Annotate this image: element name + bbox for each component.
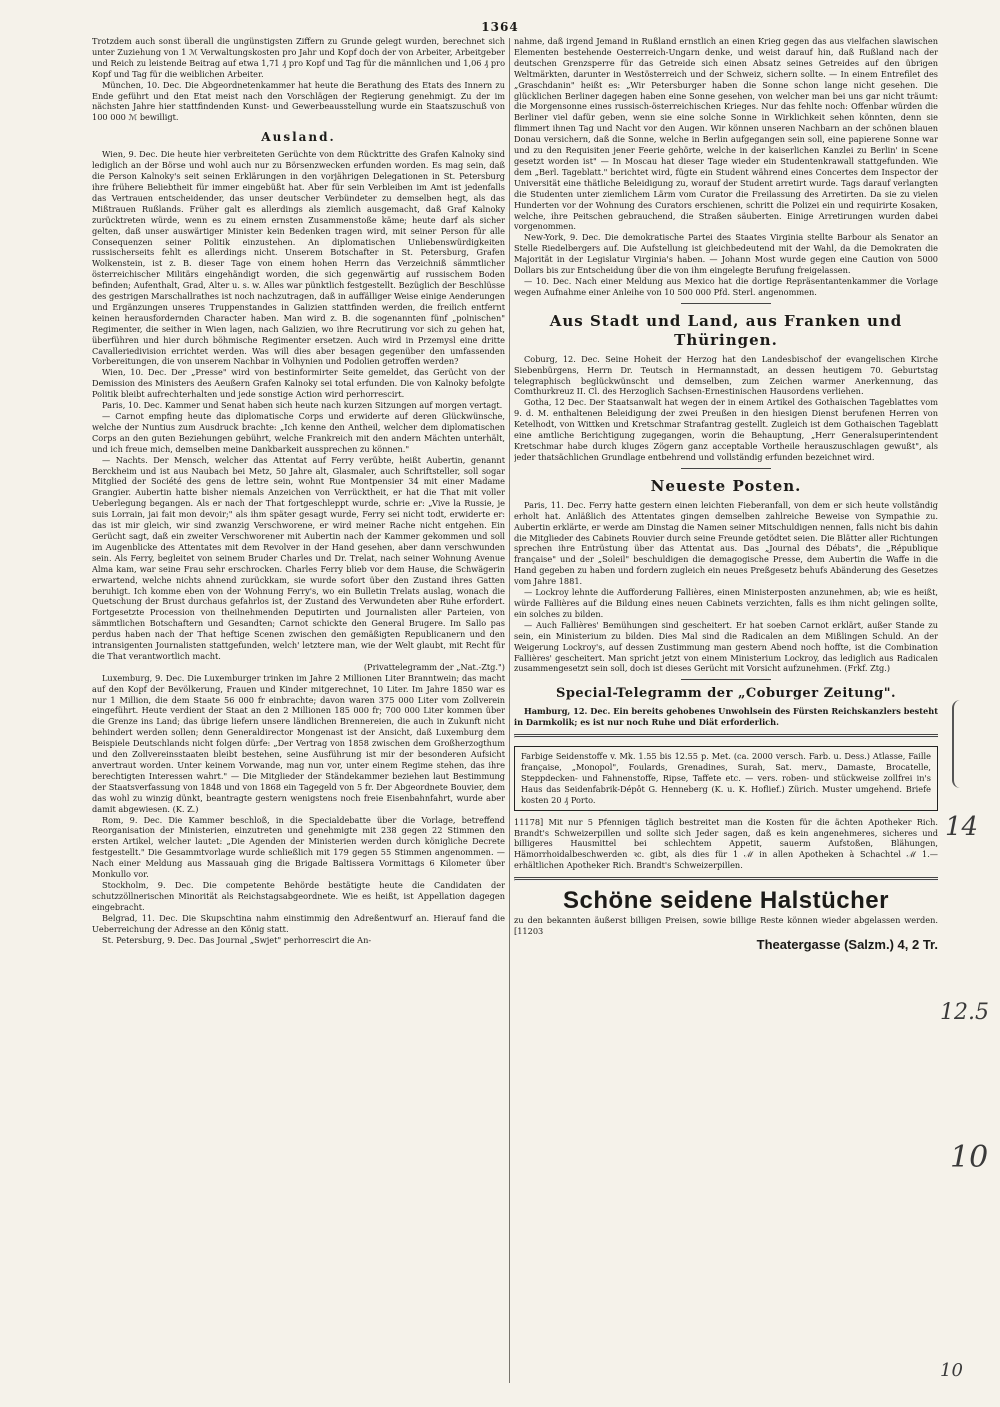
article-luxemburg: Luxemburg, 9. Dec. Die Luxemburger trinken im Jahre 2 Millionen Liter Branntwein; das macht auf den Kopf der Bevölkerung, Frauen und Kinder mitgerechnet, 10 Liter. Im Jahre 1850 war es nur 1 Million, die dem Staate 56 000 fr einbrachte; davon waren 375 000 Liter vom Zollverein eingeführt. Heute verdient der Staat an den 2 Millionen 185 000 fr; 700 000 Liter kommen über die Grenze ins Land; das übrige liefern unsere ländlichen Brennereien, die auch in Zukunft nicht behindert werden sollen; denn Generaldirector Mongenast ist der Ansicht, daß Luxemburg dem Beispiele Deutschlands nicht folgen dürfe: „Der Vertrag von 1858 zwischen dem Großherzogthum und den Zollvereinsstaaten bleibt bestehen, seine Ausführung ist mir der besonderen Aufsicht anvertraut worden. Unter keinem Vorwande, mag nun vor, unter einem Regime stehen, das ihre berechtigten Interessen wahrt." — Die Mitglieder der Ständekammer beziehen laut Bestimmung der Staatsverfassung von 1848 und von 1868 ein Tagegeld von 5 fr. Der Abgeordnete Bouvier, dem das wohl zu winzig dünkt, beantragte gestern wenigstens noch freie Eisenbahnfahrt, wurde aber damit abgewiesen. (K. Z.) — [92, 672, 505, 814]
article-stockholm: Stockholm, 9. Dec. Die competente Behörde bestätigte heute die Candidaten der schutzzöllnerischen Minorität als Reichstagsabgeordnete. Wie es heißt, ist Appellation dagegen eingebracht. — [92, 879, 505, 912]
section-heading-neueste-posten: Neueste Posten. — [650, 476, 802, 495]
article-vienna-2: Wien, 10. Dec. Der „Presse" wird von bestinformirter Seite gemeldet, das Gerücht von der Demission des Ministers des Aeußern Grafen Kalnoky sei total erfunden. Die von Kalnoky befolgte Politik bleibt aufrechterhalten und jede sonstige Action wird perhorrescirt. — [92, 367, 505, 400]
page-number: 1364 — [481, 20, 519, 34]
article-hamburg: Hamburg, 12. Dec. Ein bereits gehobenes Unwohlsein des Fürsten Reichskanzlers besteht in Darmkolik; es ist nur noch Ruhe und Diät erforderlich. — [514, 706, 938, 728]
divider-rule — [681, 679, 771, 680]
article-petersburg: St. Petersburg, 9. Dec. Das Journal „Swjet" perhorrescirt die An- — [102, 934, 372, 945]
section-heading-ausland: Ausland. — [261, 130, 336, 145]
handwritten-margin-note: 14 — [945, 812, 979, 842]
article-gotha: Gotha, 12 Dec. Der Staatsanwalt hat wegen der in einem Artikel des Gothaischen Tageblattes vom 9. d. M. enthaltenen Beleidigung der zwei Preußen in den hiesigen Dienst berufenen Herren von Ketelhodt, von Wittken und Kretschmar Strafantrag gestellt. Zugleich ist dem Gothaischen Tageblatt eine amtliche Berichtigung zugegangen, worin die Behauptung, „Herr Generalsuperintendent Kretschmar habe durch kluges Zögern ganz acceptable Vortheile herauszuschlagen gewußt", als jeder thatsächlichen Grundlage entbehrend und vollständig erfunden bezeichnet wird. — [514, 397, 938, 462]
handwritten-margin-note: 10 — [950, 1140, 989, 1175]
margin-bracket-mark — [952, 700, 964, 788]
divider-rule — [681, 303, 771, 304]
article-source: (Privattelegramm der „Nat.-Ztg.") — [363, 661, 505, 672]
article-coburg: Coburg, 12. Dec. Seine Hoheit der Herzog hat den Landesbischof der evangelischen Kirche Siebenbürgens, Herrn Dr. Teutsch in Hermannstadt, an dessen heutigem 70. Geburtstag telegraphisch beglückwünscht und demselben, zum Zeichen warmer Anerkennung, das Comthurkreuz II. Cl. des Herzoglich Sachsen-Ernestinischen Hausordens verliehen. — [514, 353, 938, 397]
article-lockroy: — Lockroy lehnte die Aufforderung Fallières, einen Ministerposten anzunehmen, ab; wie es heißt, würde Fallières auf die Bildung eines neuen Cabinets verzichten, falls es ihm nicht gelingen sollte, ein solches zu bilden. — [514, 587, 938, 619]
section-heading-telegramm: Special-Telegramm der „Coburger Zeitung". — [555, 686, 897, 702]
article-continuation: nahme, daß irgend Jemand in Rußland ernstlich an einen Krieg gegen das aus vielfachen slawischen Elementen bestehende Oesterreich-Ungarn denke, und weist darauf hin, daß Rußland nach der deutschen Grenzsperre für das Getreide sich einen Absatz seines Getreides auf den übrigen Weltmärkten, darunter in Westösterreich und der Schweiz, sichern sollte. — In einem Entrefilet des „Graschdanin" heißt es: „Wir Petersburger haben die Sonne schon lange nicht gesehen. Die glücklichen Berliner dagegen haben eine Sonne gesehen, von welcher man bei uns gar nicht träumt: die Morgensonne eines russisch-österreichischen Krieges. Nur das fehlte noch: Offenbar würden die Berliner viel dafür geben, wenn sie eine solche Sonne in Wirklichkeit sehen könnten, denn sie flimmert ihnen Tag und Nacht vor den Augen. Wir können unseren Nachbarn an der schönen blauen Donau versichern, daß die Sonne, welche in Berlin aufgegangen sein soll, eine papierene Sonne war und zu den Requisiten jener Feerie gehörte, welche in der kaiserlichen Kanzlei zu Berlin' in Scene gesetzt worden ist" — In Moscau hat dieser Tage wieder ein Studentenkrawall stattgefunden. Wie dem „Berl. Tageblatt." berichtet wird, fügte ein Student während eines Concertes dem Inspector der Universität eine thätliche Beleidigung zu, worauf der Student arretirt wurde. Tags darauf verlangten die Studenten unter ziemlichem Lärm vom Curator die Freilassung des Arretirten. Da sie zu vielen Hunderten vor der Wohnung des Curators erschienen, schritt die Polizei ein und requirirte Kosaken, welche, ihre Peitschen gebrauchend, die Straßen säuberten. Einige Arretirungen wurden dabei vorgenommen. — [514, 36, 938, 232]
article-belgrade: Belgrad, 11. Dec. Die Skupschtina nahm einstimmig den Adreßentwurf an. Hierauf fand die Ueberreichung der Adresse an den König statt. — [92, 912, 505, 934]
divider-double-rule — [514, 734, 938, 738]
advertisement-swiss-pills: 11178] Mit nur 5 Pfennigen täglich bestreitet man die Kosten für die ächten Apotheker Rich. Brandt's Schweizerpillen und sollte sich Jeder sagen, daß es kein angenehmeres, sicheres und billigeres Hausmittel bei schlechtem Appetit, sauerm Aufstoßen, Blähungen, Hämorrhoidalbeschwerden ꝛc. gibt, als dies für 1 ℳ in allen Apotheken à Schachtel ℳ 1.— erhältlichen Apotheker Rich. Brandt's Schweizerpillen. — [514, 816, 938, 871]
divider-double-rule — [514, 877, 938, 881]
article-fallieres: — Auch Fallières' Bemühungen sind gescheitert. Er hat soeben Carnot erklärt, außer Stande zu sein, ein Ministerium zu bilden. Dies Mal sind die Radicalen an dem Mißlingen Schuld. An der Weigerung Lockroy's, auf dessen Zustimmung man gestern Abend noch hoffte, ist die Combination Fallières' gescheitert. Man spricht jetzt von einem Ministerium Lockroy, das lediglich aus Radicalen zusammengesetzt sein soll, doch ist dieses Gerücht mit Vorsicht aufzunehmen. (Frkf. Ztg.) — [514, 619, 938, 674]
article-mexico: — 10. Dec. Nach einer Meldung aus Mexico hat die dortige Repräsentantenkammer die Vorlage wegen Aufnahme einer Anleihe von 10 500 000 Pfd. Sterl. angenommen. — [514, 275, 938, 297]
article-paris-1: Paris, 10. Dec. Kammer und Senat haben sich heute nach kurzen Sitzungen auf morgen vertagt. — [102, 400, 503, 411]
article-paris-3: — Nachts. Der Mensch, welcher das Attentat auf Ferry verübte, heißt Aubertin, genannt Berckheim und ist aus Naubach bei Metz, 50 Jahre alt, Glasmaler, auch Schriftsteller, soll sogar Mitglied der Société des gens de lettre sein, wohnt Rue Montpensier 34 mit einer Madame Grangier. Aubertin hatte bisher niemals Anzeichen von Verrücktheit, er hat die That mit voller Ueberlegung begangen. Als er nach der That fortgeschleppt wurde, schrie er: „Vive la Russie, je suis Lorrain, jai fait mon devoir;" als ihm später gesagt wurde, Ferry sei nicht todt, erwiderte er: das ist mir gleich, wir sind zwanzig Verschworene, er wird meiner Rache nicht entgehen. Ein Gerücht sagt, daß ein zweiter Verschworener mit Aubertin nach der Kammer gekommen und soll im Augenblicke des Attentates mit dem Revolver in der Hand gesehen, aber dann verschwunden sein. Als Ferry, begleitet von seinem Bruder Charles und Dr. Trelat, nach seiner Wohnung Avenue Alma kam, war seine Frau sehr erschrocken. Charles Ferry blieb vor dem Hause, die Schwägerin erwartend, welche nichts ahnend zurückkam, sie wurde sofort über den Zustand ihres Gatten beruhigt. Ich komme eben von der Wohnung Ferry's, wo ein Bulletin Trelats auslag, wonach die Quetschung der Brust durchaus gefahrlos ist, der Zustand des Verwundeten aber Ruhe erfordert. Fortgesetzte Procession von theilnehmenden Deputirten und Journalisten aller Parteien, von sämmtlichen Botschaftern und Gesandten; Carnot schickte den General Brugere. Im Sallo pas perdus haben nach der That heftige Scenen zwischen den gemäßigten Republicanern und den intransigenten Journalisten stattgefunden, welch' letztere man, wie der Welt glaubt, mit Recht für die That verantwortlich macht. — [92, 454, 505, 661]
article-paris-news: Paris, 11. Dec. Ferry hatte gestern einen leichten Fieberanfall, von dem er sich heute vollständig erholt hat. Anläßlich des Attentates gingen demselben zahlreiche Beweise von Sympathie zu. Aubertin erklärte, er werde am Dinstag die Namen seiner Mitschuldigen nennen, falls nicht bis dahin die Mitglieder des Cabinets Rouvier durch seine Freunde getödtet seien. Die Blätter aller Richtungen sprechen ihre Entrüstung über das Attentat aus. Das „Journal des Débats", die „République française" und der „Soleil" beschuldigen die demagogische Presse, dem Aubertin die Waffe in die Hand gegeben zu haben und fordern zugleich ein neues Preßgesetz behufs Abänderung des Gesetzes vom Jahre 1881. — [514, 499, 938, 587]
column-divider — [509, 38, 510, 1383]
divider-rule — [681, 468, 771, 469]
left-column — [92, 36, 505, 1386]
section-heading-stadt-land: Aus Stadt und Land, aus Franken und Thüringen. — [549, 311, 903, 349]
right-column — [514, 36, 938, 1386]
article-rome: Rom, 9. Dec. Die Kammer beschloß, in die Specialdebatte über die Vorlage, betreffend Reorganisation der Ministerien, einzutreten und genehmigte mit 238 gegen 22 Stimmen den ersten Artikel, welcher lautet: „Die Agenden der Ministerien werden durch königliche Decrete festgestellt." Die Gesammtvorlage wurde schließlich mit 179 gegen 55 Stimmen angenommen. — Nach einer Meldung aus Massauah ging die Brigade Baltissera Vormittags 6 Kilometer über Monkullo vor. — [92, 814, 505, 880]
advertisement-scarves-address: Theatergasse (Salzm.) 4, 2 Tr. — [756, 937, 938, 952]
handwritten-margin-note: 12.5 — [940, 1000, 989, 1025]
article-munich: München, 10. Dec. Die Abgeordnetenkammer hat heute die Berathung des Etats des Innern zu Ende geführt und den Etat meist nach den Vorschlägen der Regierung genehmigt. Zu der im nächsten Jahre hier stattfindenden Kunst- und Gewerbeausstellung wurde ein Staatszuschuß von 100 000 ℳ bewilligt. — [92, 79, 505, 123]
article-newyork: New-York, 9. Dec. Die demokratische Partei des Staates Virginia stellte Barbour als Senator an Stelle Riedelbergers auf. Die Aufstellung ist gleichbedeutend mit der Wahl, da die Demokraten die Majorität in der Legislatur Virginia's haben. — Johann Most wurde gegen eine Caution von 5000 Dollars bis zur Entscheidung über die von ihm eingelegte Berufung freigelassen. — [514, 232, 938, 276]
article-paris-2: — Carnot empfing heute das diplomatische Corps und erwiderte auf deren Glückwünsche, welche der Nuntius zum Ausdruck brachte: „Ich kenne den Antheil, welcher dem diplomatischen Corps an den guten Beziehungen gebührt, welche Frankreich mit den andern Mächten unterhält, und ich freue mich, demselben meine Dankbarkeit aussprechen zu können." — [92, 411, 505, 454]
advertisement-scarves-title: Schöne seidene Halstücher — [563, 887, 889, 915]
advertisement-silk-fabrics: Farbige Seidenstoffe v. Mk. 1.55 bis 12.55 p. Met. (ca. 2000 versch. Farb. u. Dess.) Atlasse, Faille française, „Monopol", Foulards, Grenadines, Surah, Sat. merv., Damaste, Brocatelle, Steppdecken- und Fahnenstoffe, Ripse, Taffete etc. — vers. roben- und stückweise zollfrei in's Haus das Seidenfabrik-Dépôt G. Henneberg (K. u. K. Hoflief.) Zürich. Muster umgehend. Briefe kosten 20 ₰ Porto. — [514, 746, 938, 811]
handwritten-margin-note: 10 — [940, 1360, 963, 1381]
advertisement-scarves-text: zu den bekannten äußerst billigen Preisen, sowie billige Reste können wieder abgelassen werden. [11203 — [514, 915, 938, 937]
article-vienna-1: Wien, 9. Dec. Die heute hier verbreiteten Gerüchte von dem Rücktritte des Grafen Kalnoky sind lediglich an der Börse und wohl auch nur zu Börsenzwecken erfunden worden. Es mag sein, daß die Person Kalnoky's seit seinen Erklärungen in den vorjährigen Delegationen in St. Petersburg ihre frühere Beliebtheit für immer eingebüßt hat. Aber für sein Verbleiben im Amt ist jedenfalls das Vertrauen entscheidender, das unser deutscher Verbündeter zu demselben hegt, als das Mißtrauen Rußlands. Früher galt es allerdings als ziemlich ausgemacht, daß Graf Kalnoky zurücktreten würde, wenn es zu einem ernsten Zusammenstoße käme; heute darf als sicher gelten, daß unser auswärtiger Minister kein Bedenken tragen wird, mit seiner Person für alle Consequenzen seiner Politik einzustehen. An diplomatischen Unliebenswürdigkeiten russischerseits fehlt es allerdings nicht. Unserem Botschafter in St. Petersburg, Grafen Wolkenstein, ist z. B. dieser Tage von einem hohen Herrn das Verzeichniß sämmtlicher österreichischer Militärs eingehändigt worden, die sich gegenwärtig auf russischem Boden befinden; Aufenthalt, Grad, Alter u. s. w. Alles war pünktlich festgestellt. Bezüglich der Beschlüsse des gestrigen Marschallrathes ist noch nachzutragen, daß in auffälliger Weise einige Aenderungen und Ergänzungen unseres Truppenstandes in Galizien stattfinden werden, die freilich entfernt keinen herausfordernden Character haben. Man wird z. B. die sogenannten fünf „polnischen" Regimenter, die seither in Wien lagen, nach Galizien, wo ihre Recrutirung vor sich zu gehen hat, überführen und hier durch böhmische Regimenter ersetzen. Auch wird in Przemysl eine dritte Cavalleriedivision errichtet werden. Was will dies aber besagen gegenüber den umfassenden Vorbereitungen, die von unserem Nachbar in Volhynien und Podolien getroffen werden? — [92, 149, 505, 367]
article-paragraph: Trotzdem auch sonst überall die ungünstigsten Ziffern zu Grunde gelegt wurden, berechnet sich unter Zuziehung von 1 ℳ Verwaltungskosten pro Jahr und Kopf doch der von Arbeiter, Arbeitgeber und Reich zu leistende Beitrag auf etwa 1,71 ₰ pro Kopf und Tag für die männlichen und 1,06 ₰ pro Kopf und Tag für die weiblichen Arbeiter. — [92, 36, 505, 79]
